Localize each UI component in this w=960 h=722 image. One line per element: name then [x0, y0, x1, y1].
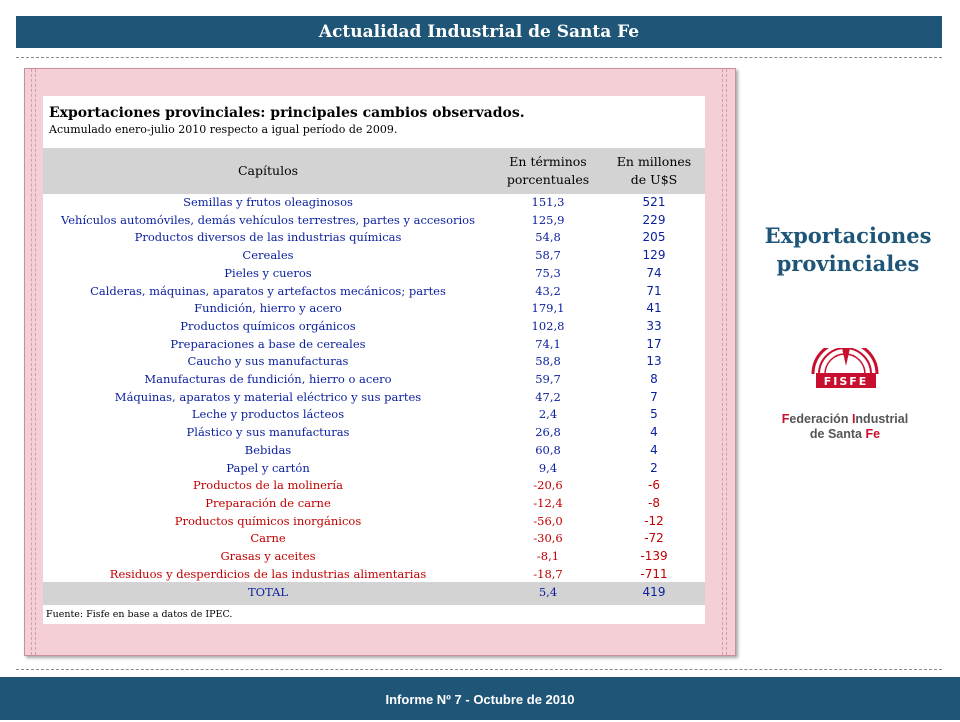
logo-caption-line2	[780, 427, 910, 442]
panel-stripe	[722, 69, 723, 655]
logo-caption-line1	[780, 412, 910, 427]
table-row	[43, 424, 705, 442]
row-chapter: Productos de la molinería	[193, 478, 343, 493]
top-divider	[16, 57, 942, 58]
row-percent: 43,2	[535, 283, 561, 298]
row-percent: 2,4	[538, 407, 558, 422]
total-label: TOTAL	[247, 585, 289, 599]
row-millions: 17	[646, 336, 662, 351]
row-chapter: Vehículos automóviles, demás vehículos terrestres, partes y accesorios	[60, 212, 476, 227]
row-millions: -139	[640, 549, 668, 563]
logo-caption	[780, 412, 910, 442]
row-percent: 26,8	[535, 425, 561, 440]
row-millions: 8	[650, 372, 658, 386]
table-row	[43, 212, 705, 230]
row-millions: 5	[650, 407, 658, 422]
row-chapter: Preparación de carne	[205, 495, 331, 510]
document-subtitle: Acumulado enero-julio 2010 respecto a igual período de 2009.	[49, 123, 398, 136]
row-chapter: Plástico y sus manufacturas	[186, 425, 350, 440]
row-millions: 71	[646, 283, 662, 298]
table-row	[43, 530, 705, 548]
logo-badge-text: FISFE	[823, 375, 869, 388]
logo-letter-f: F	[781, 412, 790, 426]
row-millions: -72	[644, 531, 664, 546]
panel-stripe	[31, 69, 32, 655]
section-title-line1: Exportaciones	[764, 223, 932, 248]
column-header-millions	[603, 153, 705, 189]
source-note: Fuente: Fisfe en base a datos de IPEC.	[46, 609, 233, 620]
table-row	[43, 265, 705, 283]
table-row	[43, 566, 705, 584]
total-millions: 419	[642, 585, 666, 599]
row-chapter: Caucho y sus manufacturas	[187, 354, 349, 369]
row-chapter: Leche y productos lácteos	[191, 407, 345, 422]
row-chapter: Manufacturas de fundición, hierro o acero	[144, 372, 392, 386]
row-chapter: Máquinas, aparatos y material eléctrico y sus partes	[114, 389, 422, 404]
row-percent: 9,4	[538, 460, 558, 475]
row-millions: 4	[650, 442, 658, 457]
row-percent: 74,1	[535, 336, 561, 351]
row-millions: 205	[642, 230, 666, 245]
table-row	[43, 247, 705, 265]
row-chapter: Semillas y frutos oleaginosos	[183, 195, 353, 209]
logo-letter-i: I	[851, 412, 856, 426]
table-row	[43, 389, 705, 407]
table-row	[43, 353, 705, 371]
row-percent: 58,7	[535, 248, 561, 263]
row-percent: -30,6	[533, 531, 563, 546]
table-row	[43, 283, 705, 301]
row-millions: 4	[650, 425, 658, 440]
row-millions: -12	[644, 513, 664, 528]
table-row	[43, 371, 705, 389]
table-row	[43, 495, 705, 513]
logo-text-de-santa: de Santa	[809, 427, 866, 441]
column-header-percent-line2: porcentuales	[506, 172, 590, 187]
row-chapter: Cereales	[242, 248, 294, 263]
row-millions: -8	[648, 495, 660, 510]
table-row	[43, 229, 705, 247]
table-row	[43, 513, 705, 531]
row-percent: 151,3	[531, 195, 565, 209]
logo-text-ederacion: ederación	[789, 412, 852, 426]
row-chapter: Bebidas	[244, 442, 292, 457]
row-chapter: Carne	[250, 531, 286, 546]
row-millions: 33	[646, 318, 662, 333]
column-header-percent-line1: En términos	[509, 154, 587, 169]
row-chapter: Productos químicos inorgánicos	[174, 513, 362, 528]
table-row	[43, 194, 705, 212]
row-millions: 521	[642, 195, 666, 209]
row-percent: 58,8	[535, 354, 561, 369]
row-percent: -12,4	[533, 495, 563, 510]
panel-stripe	[35, 69, 36, 655]
row-millions: -6	[648, 478, 660, 493]
total-percent: 5,4	[538, 585, 558, 599]
table-row	[43, 442, 705, 460]
column-header-millions-line1: En millones	[616, 154, 692, 169]
page-header	[16, 16, 942, 48]
table-header	[43, 148, 705, 194]
row-percent: -20,6	[533, 478, 563, 493]
logo-text-ndustrial: ndustrial	[855, 412, 909, 426]
row-millions: -711	[640, 566, 668, 581]
row-chapter: Preparaciones a base de cereales	[170, 336, 366, 351]
column-header-percent	[493, 153, 603, 189]
row-millions: 129	[642, 248, 666, 263]
row-chapter: Productos químicos orgánicos	[180, 318, 356, 333]
row-percent: -18,7	[533, 566, 563, 581]
table-row	[43, 460, 705, 478]
logo-text-fe: Fe	[865, 427, 881, 441]
row-percent: 47,2	[535, 389, 561, 404]
row-chapter: Grasas y aceites	[220, 549, 316, 563]
panel-stripe	[726, 69, 727, 655]
header-title: Actualidad Industrial de Santa Fe	[318, 22, 640, 42]
row-millions: 7	[650, 389, 658, 404]
table-panel	[24, 68, 736, 656]
table-row	[43, 336, 705, 354]
row-percent: 59,7	[535, 372, 561, 386]
table-total-row	[43, 582, 705, 605]
row-chapter: Papel y cartón	[226, 460, 310, 475]
bottom-divider	[16, 669, 942, 670]
table-row	[43, 318, 705, 336]
row-percent: -8,1	[536, 549, 560, 563]
row-percent: 125,9	[531, 212, 565, 227]
section-title-line2: provinciales	[776, 251, 920, 276]
row-chapter: Calderas, máquinas, aparatos y artefactos mecánicos; partes	[90, 283, 446, 298]
row-percent: 102,8	[531, 318, 565, 333]
row-chapter: Residuos y desperdicios de las industrias alimentarias	[109, 566, 427, 581]
table-row	[43, 548, 705, 566]
fisfe-logo	[780, 348, 910, 448]
row-millions: 13	[646, 354, 662, 369]
row-percent: 54,8	[535, 230, 561, 245]
exports-document	[43, 96, 705, 624]
row-chapter: Pieles y cueros	[224, 265, 312, 280]
row-percent: -56,0	[533, 513, 563, 528]
row-millions: 229	[642, 212, 666, 227]
row-millions: 2	[650, 460, 658, 475]
footer-text: Informe Nº 7 - Octubre de 2010	[385, 692, 575, 707]
row-percent: 60,8	[535, 442, 561, 457]
section-title	[748, 222, 948, 278]
row-percent: 75,3	[535, 265, 561, 280]
table-row	[43, 300, 705, 318]
row-millions: 74	[646, 265, 662, 280]
column-header-millions-line2: de U$S	[630, 172, 678, 187]
document-title: Exportaciones provinciales: principales cambios observados.	[49, 105, 525, 121]
column-header-chapters: Capítulos	[237, 163, 299, 178]
row-chapter: Productos diversos de las industrias químicas	[134, 230, 402, 245]
row-chapter: Fundición, hierro y acero	[194, 301, 342, 316]
page-footer	[0, 677, 960, 720]
table-row	[43, 477, 705, 495]
table-row	[43, 406, 705, 424]
row-percent: 179,1	[531, 301, 565, 316]
row-millions: 41	[646, 301, 662, 316]
